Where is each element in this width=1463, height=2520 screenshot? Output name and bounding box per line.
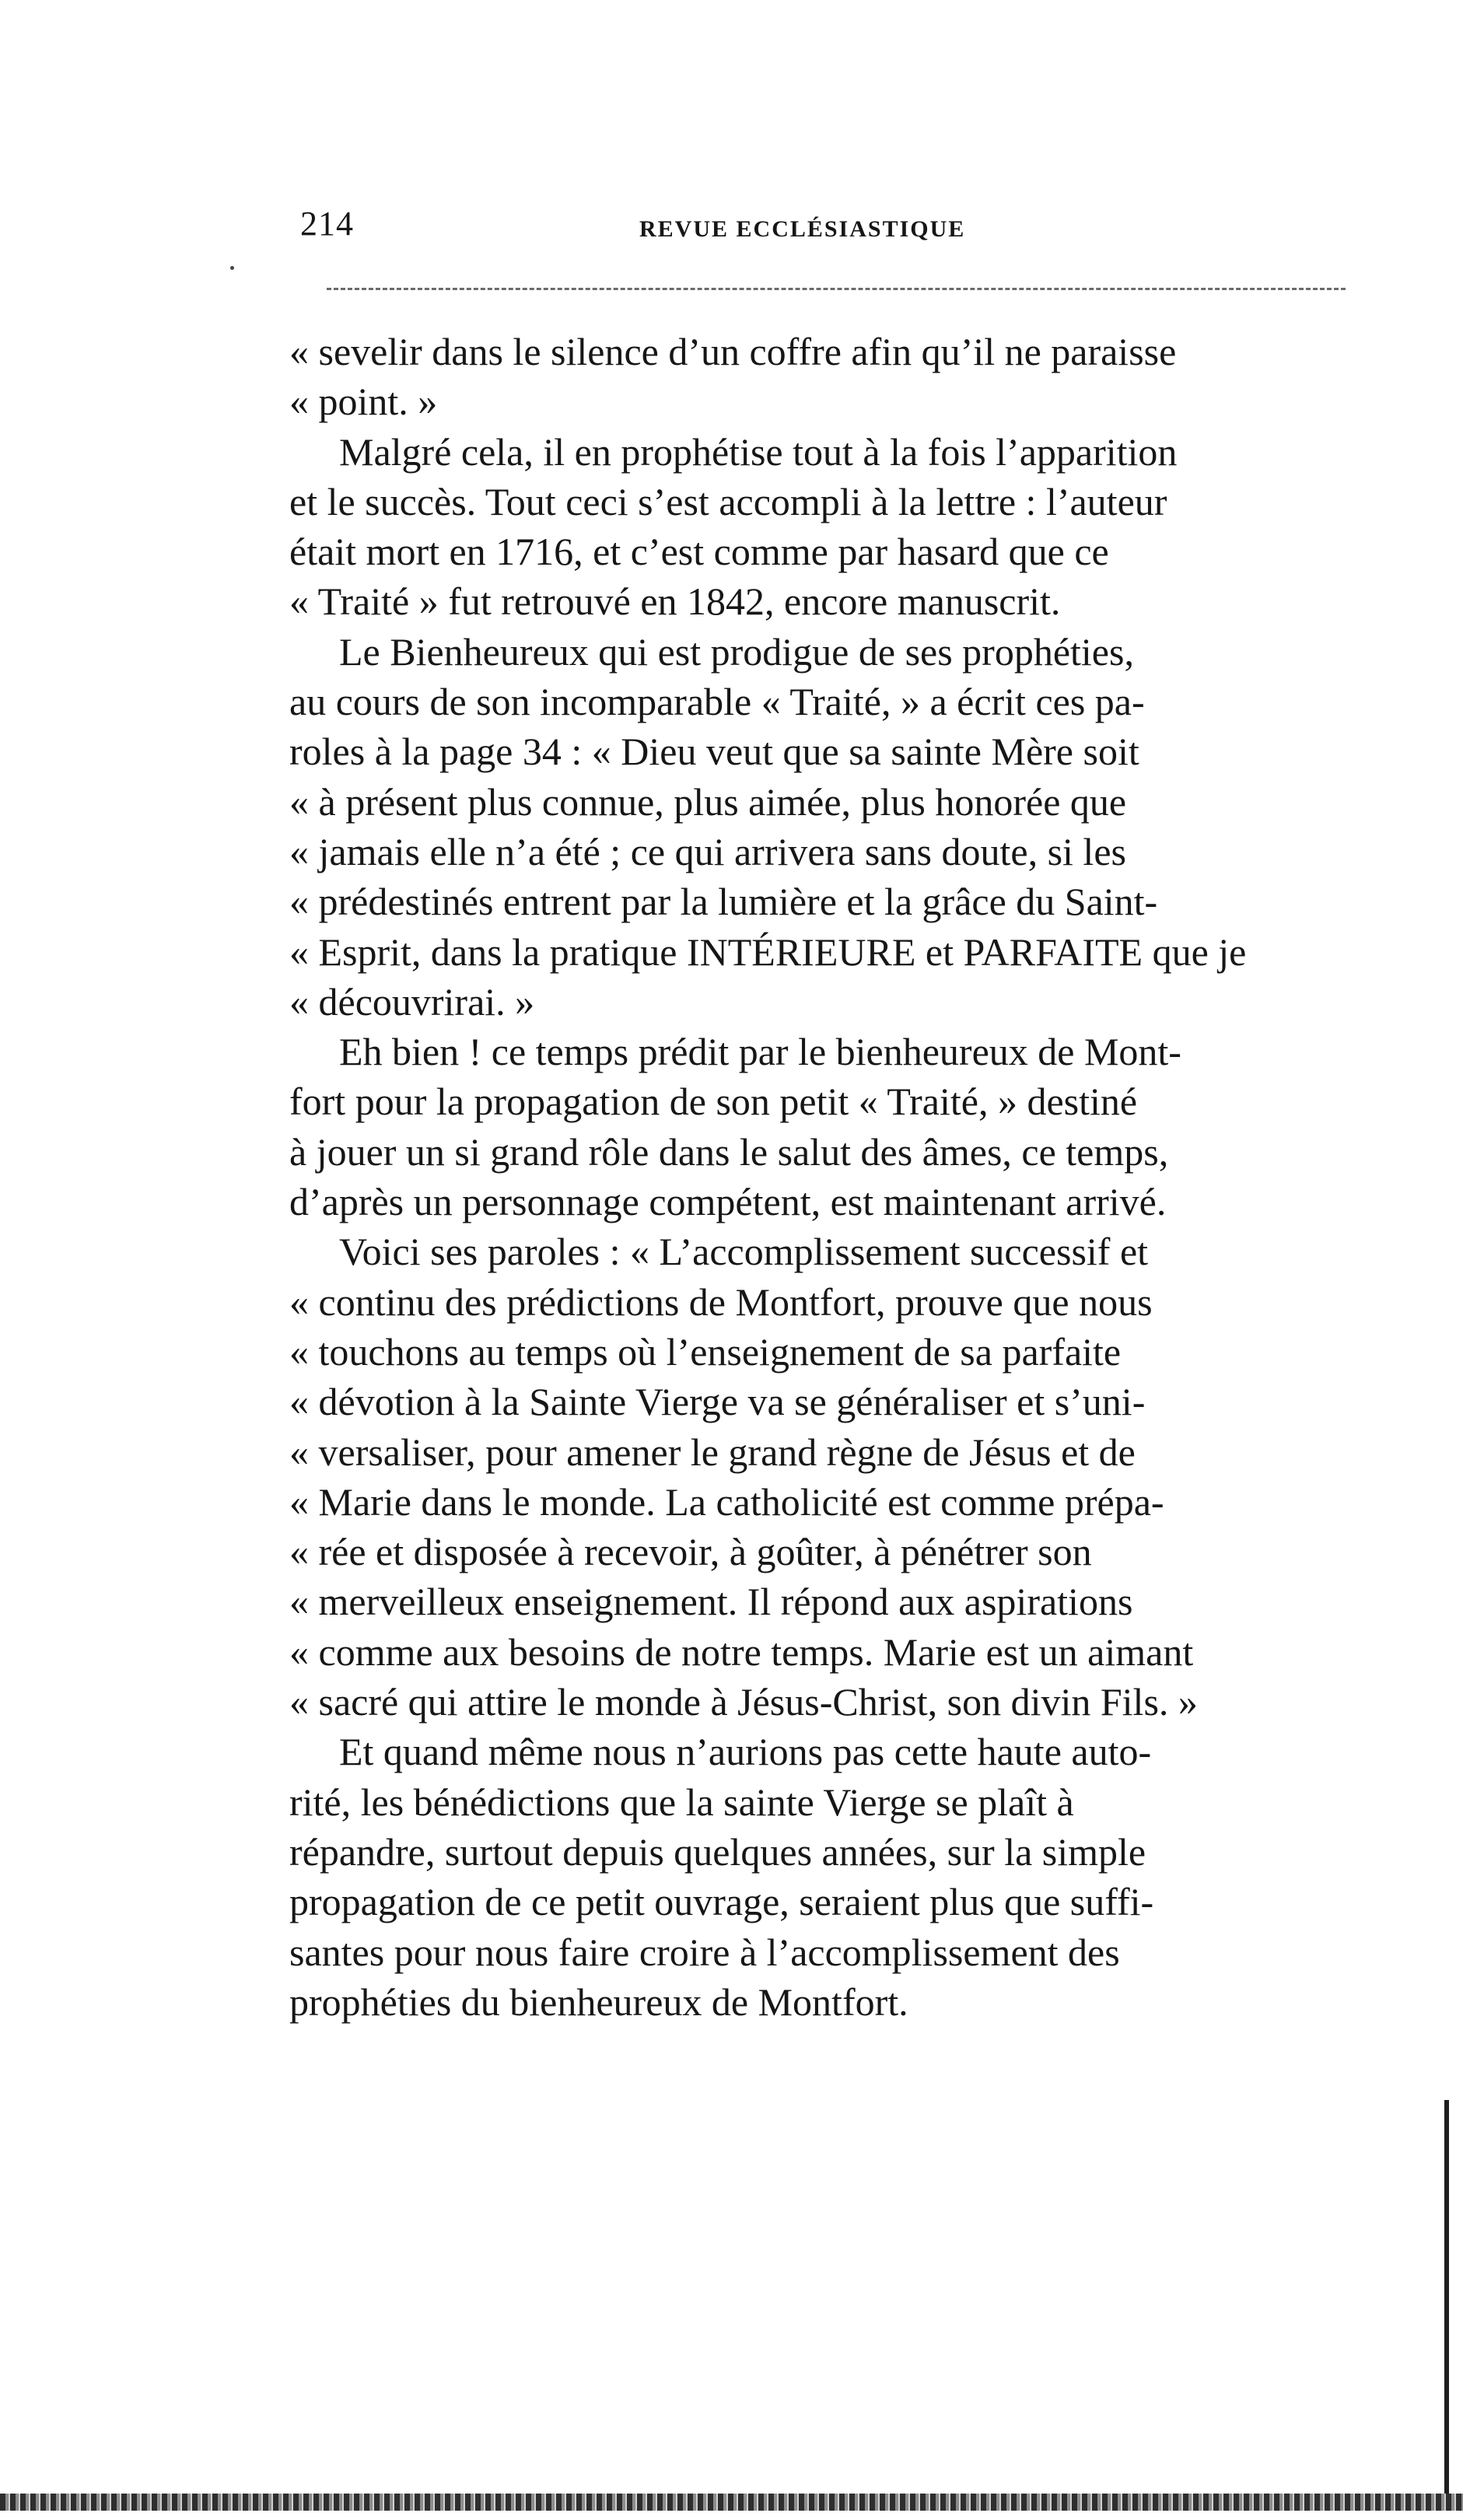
text-line: « touchons au temps où l’enseignement de sa parfaite (289, 1329, 1122, 1374)
text-line: « à présent plus connue, plus aimée, plus honorée que (289, 779, 1127, 824)
text-line: « dévotion à la Sainte Vierge va se généraliser et s’uni- (289, 1380, 1146, 1424)
paragraph-3 (289, 627, 1352, 1027)
text-line: rité, les bénédictions que la sainte Vierge se plaît à (289, 1780, 1074, 1824)
text-line: d’après un personnage compétent, est maintenant arrivé. (289, 1180, 1167, 1224)
paragraph-5 (289, 1227, 1352, 1727)
text-line: « Traité » fut retrouvé en 1842, encore manuscrit. (289, 579, 1061, 624)
text-line: santes pour nous faire croire à l’accomplissement des (289, 1930, 1120, 1974)
text-line: « prédestinés entrent par la lumière et la grâce du Saint- (289, 880, 1158, 924)
text-line: « sevelir dans le silence d’un coffre afin qu’il ne paraisse (289, 330, 1177, 373)
text-line: Le Bienheureux qui est prodigue de ses prophéties, (339, 629, 1134, 674)
text-line: « Esprit, dans la pratique INTÉRIEURE et PARFAITE que je (289, 929, 1247, 974)
text-line: Et quand même nous n’aurions pas cette haute auto- (339, 1730, 1152, 1774)
text-line: « sacré qui attire le monde à Jésus-Christ, son divin Fils. » (289, 1680, 1198, 1724)
text-line: fort pour la propagation de son petit « Traité, » destiné (289, 1080, 1138, 1124)
body-text (289, 327, 1352, 2027)
text-line: était mort en 1716, et c’est comme par hasard que ce (289, 530, 1109, 574)
paragraph-4 (289, 1027, 1352, 1227)
text-line: « comme aux besoins de notre temps. Marie est un aimant (289, 1629, 1194, 1674)
text-line: « découvrirai. » (289, 979, 535, 1024)
text-line: au cours de son incomparable « Traité, » a écrit ces pa- (289, 680, 1145, 724)
text-line: roles à la page 34 : « Dieu veut que sa sainte Mère soit (289, 730, 1139, 774)
text-line: Malgré cela, il en prophétise tout à la fois l’apparition (339, 429, 1178, 474)
header-rule (327, 288, 1346, 290)
scan-edge-right (1444, 2100, 1449, 2497)
text-line: « point. » (289, 380, 438, 424)
text-line: à jouer un si grand rôle dans le salut des âmes, ce temps, (289, 1129, 1169, 1174)
page-number: 214 (300, 205, 354, 243)
text-line: et le succès. Tout ceci s’est accompli à la lettre : l’auteur (289, 479, 1167, 523)
running-head: REVUE ECCLÉSIASTIQUE (639, 216, 966, 242)
text-line: « merveilleux enseignement. Il répond aux aspirations (289, 1580, 1133, 1624)
paragraph-1 (289, 327, 1352, 427)
paragraph-2 (289, 427, 1352, 627)
text-line: Voici ses paroles : « L’accomplissement successif et (339, 1230, 1149, 1274)
stray-mark (230, 266, 234, 270)
paragraph-6 (289, 1727, 1352, 2027)
text-line: prophéties du bienheureux de Montfort. (289, 1979, 908, 2024)
text-line: répandre, surtout depuis quelques années, sur la simple (289, 1829, 1146, 1874)
text-line: Eh bien ! ce temps prédit par le bienheureux de Mont- (339, 1030, 1181, 1074)
text-line: propagation de ce petit ouvrage, seraient plus que suffi- (289, 1880, 1154, 1924)
text-line: « jamais elle n’a été ; ce qui arrivera sans doute, si les (289, 829, 1126, 873)
text-line: « rée et disposée à recevoir, à goûter, à pénétrer son (289, 1530, 1092, 1574)
text-line: « versaliser, pour amener le grand règne de Jésus et de (289, 1430, 1136, 1474)
text-line: « Marie dans le monde. La catholicité est comme prépa- (289, 1479, 1164, 1524)
scan-edge-bottom (0, 2494, 1463, 2511)
text-line: « continu des prédictions de Montfort, prouve que nous (289, 1279, 1153, 1324)
